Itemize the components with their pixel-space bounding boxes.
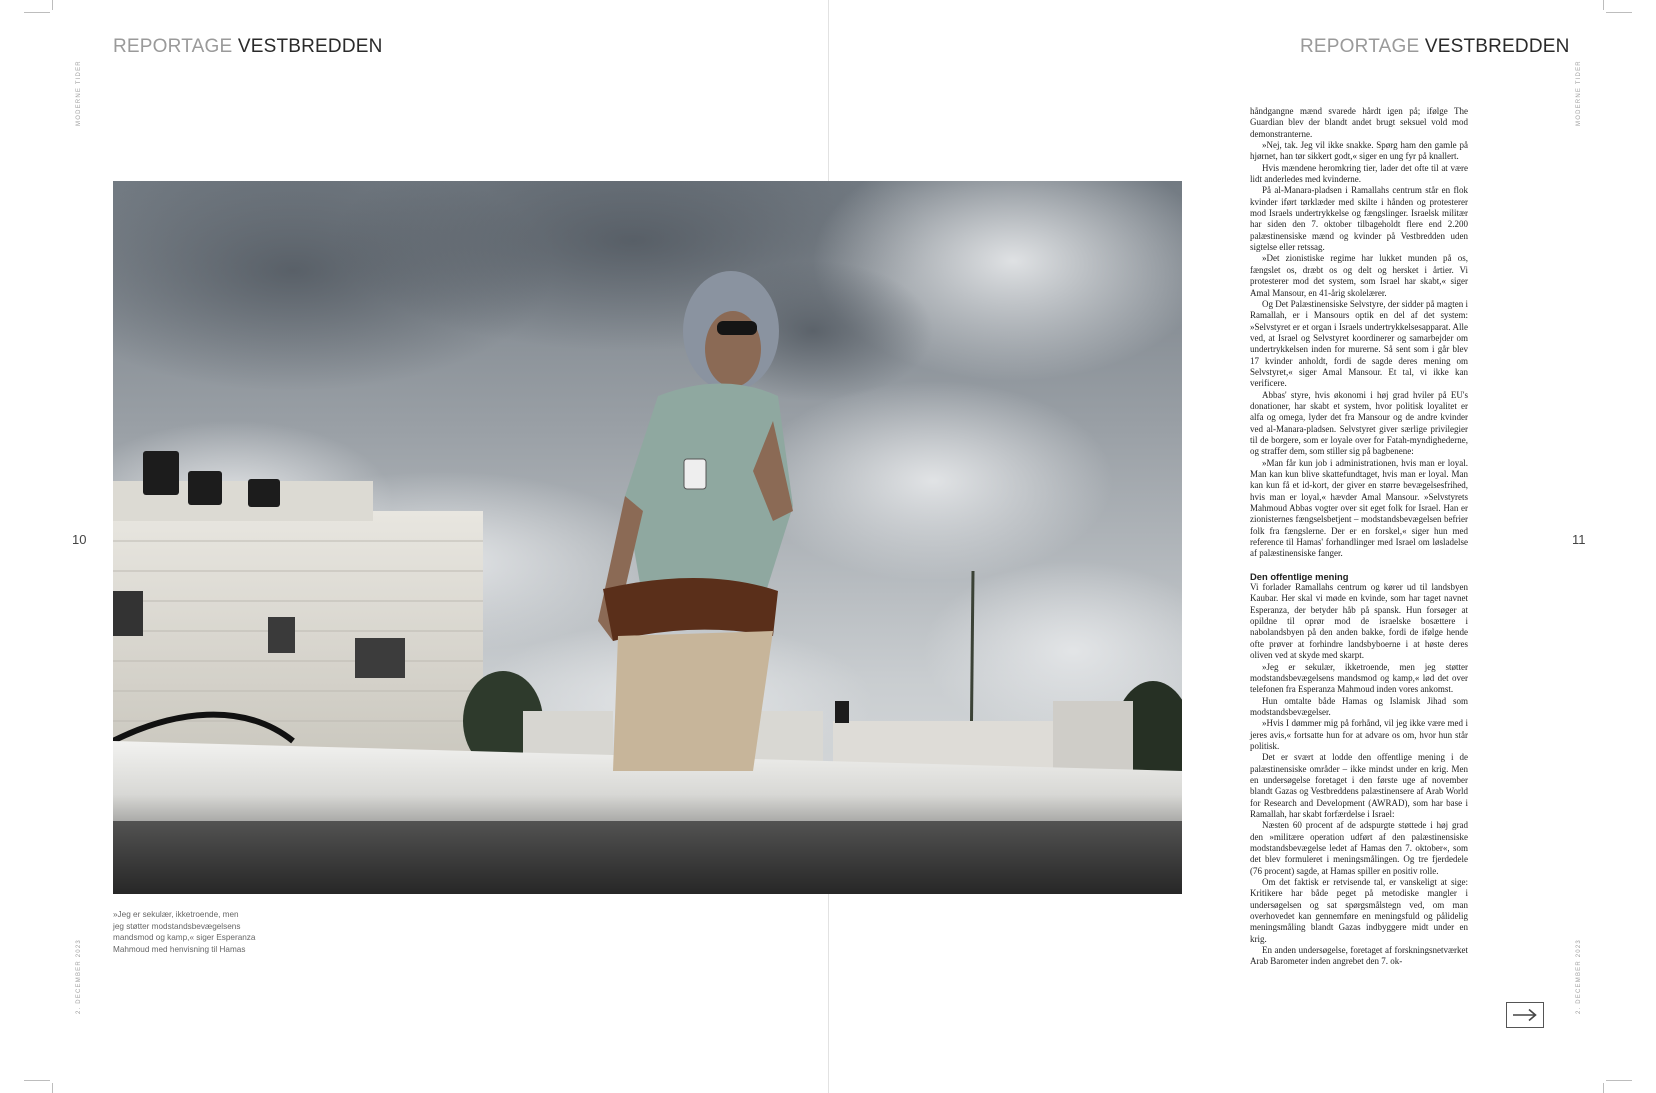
arrow-right-icon: [1512, 1008, 1538, 1022]
article-paragraph: »Jeg er sekulær, ikketroende, men jeg støtter modstandsbevægelsens mandsmod og kamp,« lød det over telefonen fra Esperanza Mahmoud inden vores ankomst.: [1250, 661, 1468, 695]
header-section: REPORTAGE: [113, 36, 233, 57]
caption-line: »Jeg er sekulær, ikketroende, men: [113, 910, 239, 919]
crop-mark: [1606, 1080, 1632, 1081]
article-paragraph: »Man får kun job i administrationen, hvis man er loyal. Man kan kun blive skattefundtaget, hvis man er loyal. Man kan kun få et id-kort, der giver en større bevægelsesfrihed, hvis man er loyal,« hævder Amal Mansour. »Selvstyrets Mahmoud Abbas vogter over sit eget folk for Israel. Han er zionisternes fængselsbetjent – modstandsbevægelsen befrier folk fra fængslerne. Der er en forskel,« siger hun med reference til Hamas' forhandlinger med Israel om løsladelse af palæstinensiske fanger.: [1250, 457, 1468, 559]
article-paragraph: Og Det Palæstinensiske Selvstyre, der sidder på magten i Ramallah, er i Mansours optik en del af det system: »Selvstyret er et organ i Israels undertrykkelsesapparat. Alle ved, at Israel og Selvstyret koordinerer og samarbejder om undertrykkelsen inden for murerne. Så sent som i går blev 17 kvinder anholdt, fordi de sagde deres mening om Selvstyret,« siger Amal Mansour. Et tal, vi ikke kan verificere.: [1250, 298, 1468, 389]
article-paragraph: Hun omtalte både Hamas og Islamisk Jihad som modstandsbevægelser.: [1250, 695, 1468, 717]
crop-mark: [1606, 12, 1632, 13]
crop-mark: [52, 0, 53, 10]
side-label-publication: MODERNE TIDER: [1576, 60, 1582, 126]
caption-line: Mahmoud med henvisning til Hamas: [113, 944, 246, 954]
article-paragraph: Hvis mændene heromkring tier, lader det ofte til at være lidt anderledes med kvinderne.: [1250, 162, 1468, 185]
header-topic: VESTBREDDEN: [1424, 36, 1570, 57]
page-number-right: 11: [1572, 532, 1586, 547]
article-body: [1250, 106, 1468, 968]
side-label-publication: MODERNE TIDER: [76, 60, 82, 126]
article-paragraph: »Nej, tak. Jeg vil ikke snakke. Spørg ham den gamle på hjørnet, han tør sikkert godt,« siger en ung fyr på knallert.: [1250, 140, 1468, 162]
crop-mark: [24, 1080, 50, 1081]
article-paragraph: håndgangne mænd svarede hårdt igen på; ifølge The Guardian blev der blandt andet brugt seksuel vold mod demonstranterne.: [1250, 106, 1468, 139]
side-label-date: 2. DECEMBER 2023: [76, 939, 82, 1014]
article-paragraph: Abbas' styre, hvis økonomi i høj grad hviler på EU's donationer, har skabt et system, hvor politisk loyalitet er alfa og omega, lyder det fra Mansour og de andre kvinder ved al-Manara-pladsen. Selvstyret giver særlige privilegier til de borgere, som er loyale over for Fatah-myndighederne, og straffer dem, som stiller sig på bagbenene:: [1250, 389, 1468, 457]
article-paragraph: »Hvis I dømmer mig på forhånd, vil jeg ikke være med i jeres avis,« fortsatte hun for at advare os om, hvor hun står politisk.: [1250, 718, 1468, 751]
article-paragraph: Det er svært at lodde den offentlige mening i de palæstinensiske områder – ikke mindst under en krig. Men en undersøgelse foretaget i den første uge af november blandt Gazas og Vestbreddens palæstinensere af Arab World for Research and Development (AWRAD), som har base i Ramallah, har skabt forfærdelse i Israel:: [1250, 752, 1468, 819]
crop-mark: [1603, 0, 1604, 10]
photo-caption: [113, 909, 263, 955]
crop-mark: [1603, 1083, 1604, 1093]
header-section: REPORTAGE: [1300, 36, 1420, 57]
crop-mark: [52, 1083, 53, 1093]
article-paragraph: Næsten 60 procent af de adspurgte støttede i høj grad den »militære operation udført af den palæstinensiske modstandsbevægelse ledet af Hamas den 7. oktober«, som det blev formuleret i meningsmålingen. Og tre fjerdedele (76 procent) sagde, at Hamas spiller en positiv rolle.: [1250, 820, 1468, 876]
next-page-button[interactable]: [1506, 1002, 1544, 1028]
article-subhead: Den offentlige mening: [1250, 570, 1349, 582]
side-label-date: 2. DECEMBER 2023: [1576, 939, 1582, 1014]
caption-line: mandsmod og kamp,« siger Esperanza: [113, 933, 256, 942]
crop-mark: [24, 12, 50, 13]
article-paragraph: På al-Manara-pladsen i Ramallahs centrum står en flok kvinder iført tørklæder med skilte i hånden og protesterer mod Israels undertrykkelse og fængslinger. Israelsk militær har siden den 7. oktober tilbageholdt flere end 2.200 palæstinensiske mænd og kvinder på Vestbredden uden sigtelse eller retssag.: [1250, 185, 1468, 253]
right-page-header: [1300, 36, 1570, 58]
page-number-left: 10: [72, 532, 87, 547]
article-paragraph: Om det faktisk er retvisende tal, er vanskeligt at sige: Kritikere har både peget på metodiske mangler i undersøgelsen og sat spørgsmålstegn ved, om man overhovedet kan gennemføre en meningsfuld og pålidelig meningsmåling blandt Gazas indbyggere midt under en krig.: [1250, 877, 1468, 944]
article-paragraph: Vi forlader Ramallahs centrum og kører ud til landsbyen Kaubar. Her skal vi møde en kvinde, som har taget navnet Esperanza, der betyder håb på spansk. Hun forsøger at opildne til oprør mod de israelske bosættere i nabolandsbyen på den anden bakke, fordi de ifølge hende ofte prøver at forhindre landsbyboerne i at høste deres oliven ved at skyde med skarpt.: [1250, 582, 1468, 661]
reportage-photo: [113, 181, 1182, 894]
article-paragraph: »Det zionistiske regime har lukket munden på os, fængslet os, dræbt os og delt og hersket i årtier. Vi protesterer mod det system, som Israel har skabt,« siger Amal Mansour, en 41-årig skolelærer.: [1250, 253, 1468, 298]
left-page-header: [113, 36, 383, 58]
article-paragraph: En anden undersøgelse, foretaget af forskningsnetværket Arab Barometer inden angrebet den 7. ok-: [1250, 945, 1468, 967]
caption-line: jeg støtter modstandsbevægelsens: [113, 921, 241, 931]
header-topic: VESTBREDDEN: [237, 36, 383, 57]
